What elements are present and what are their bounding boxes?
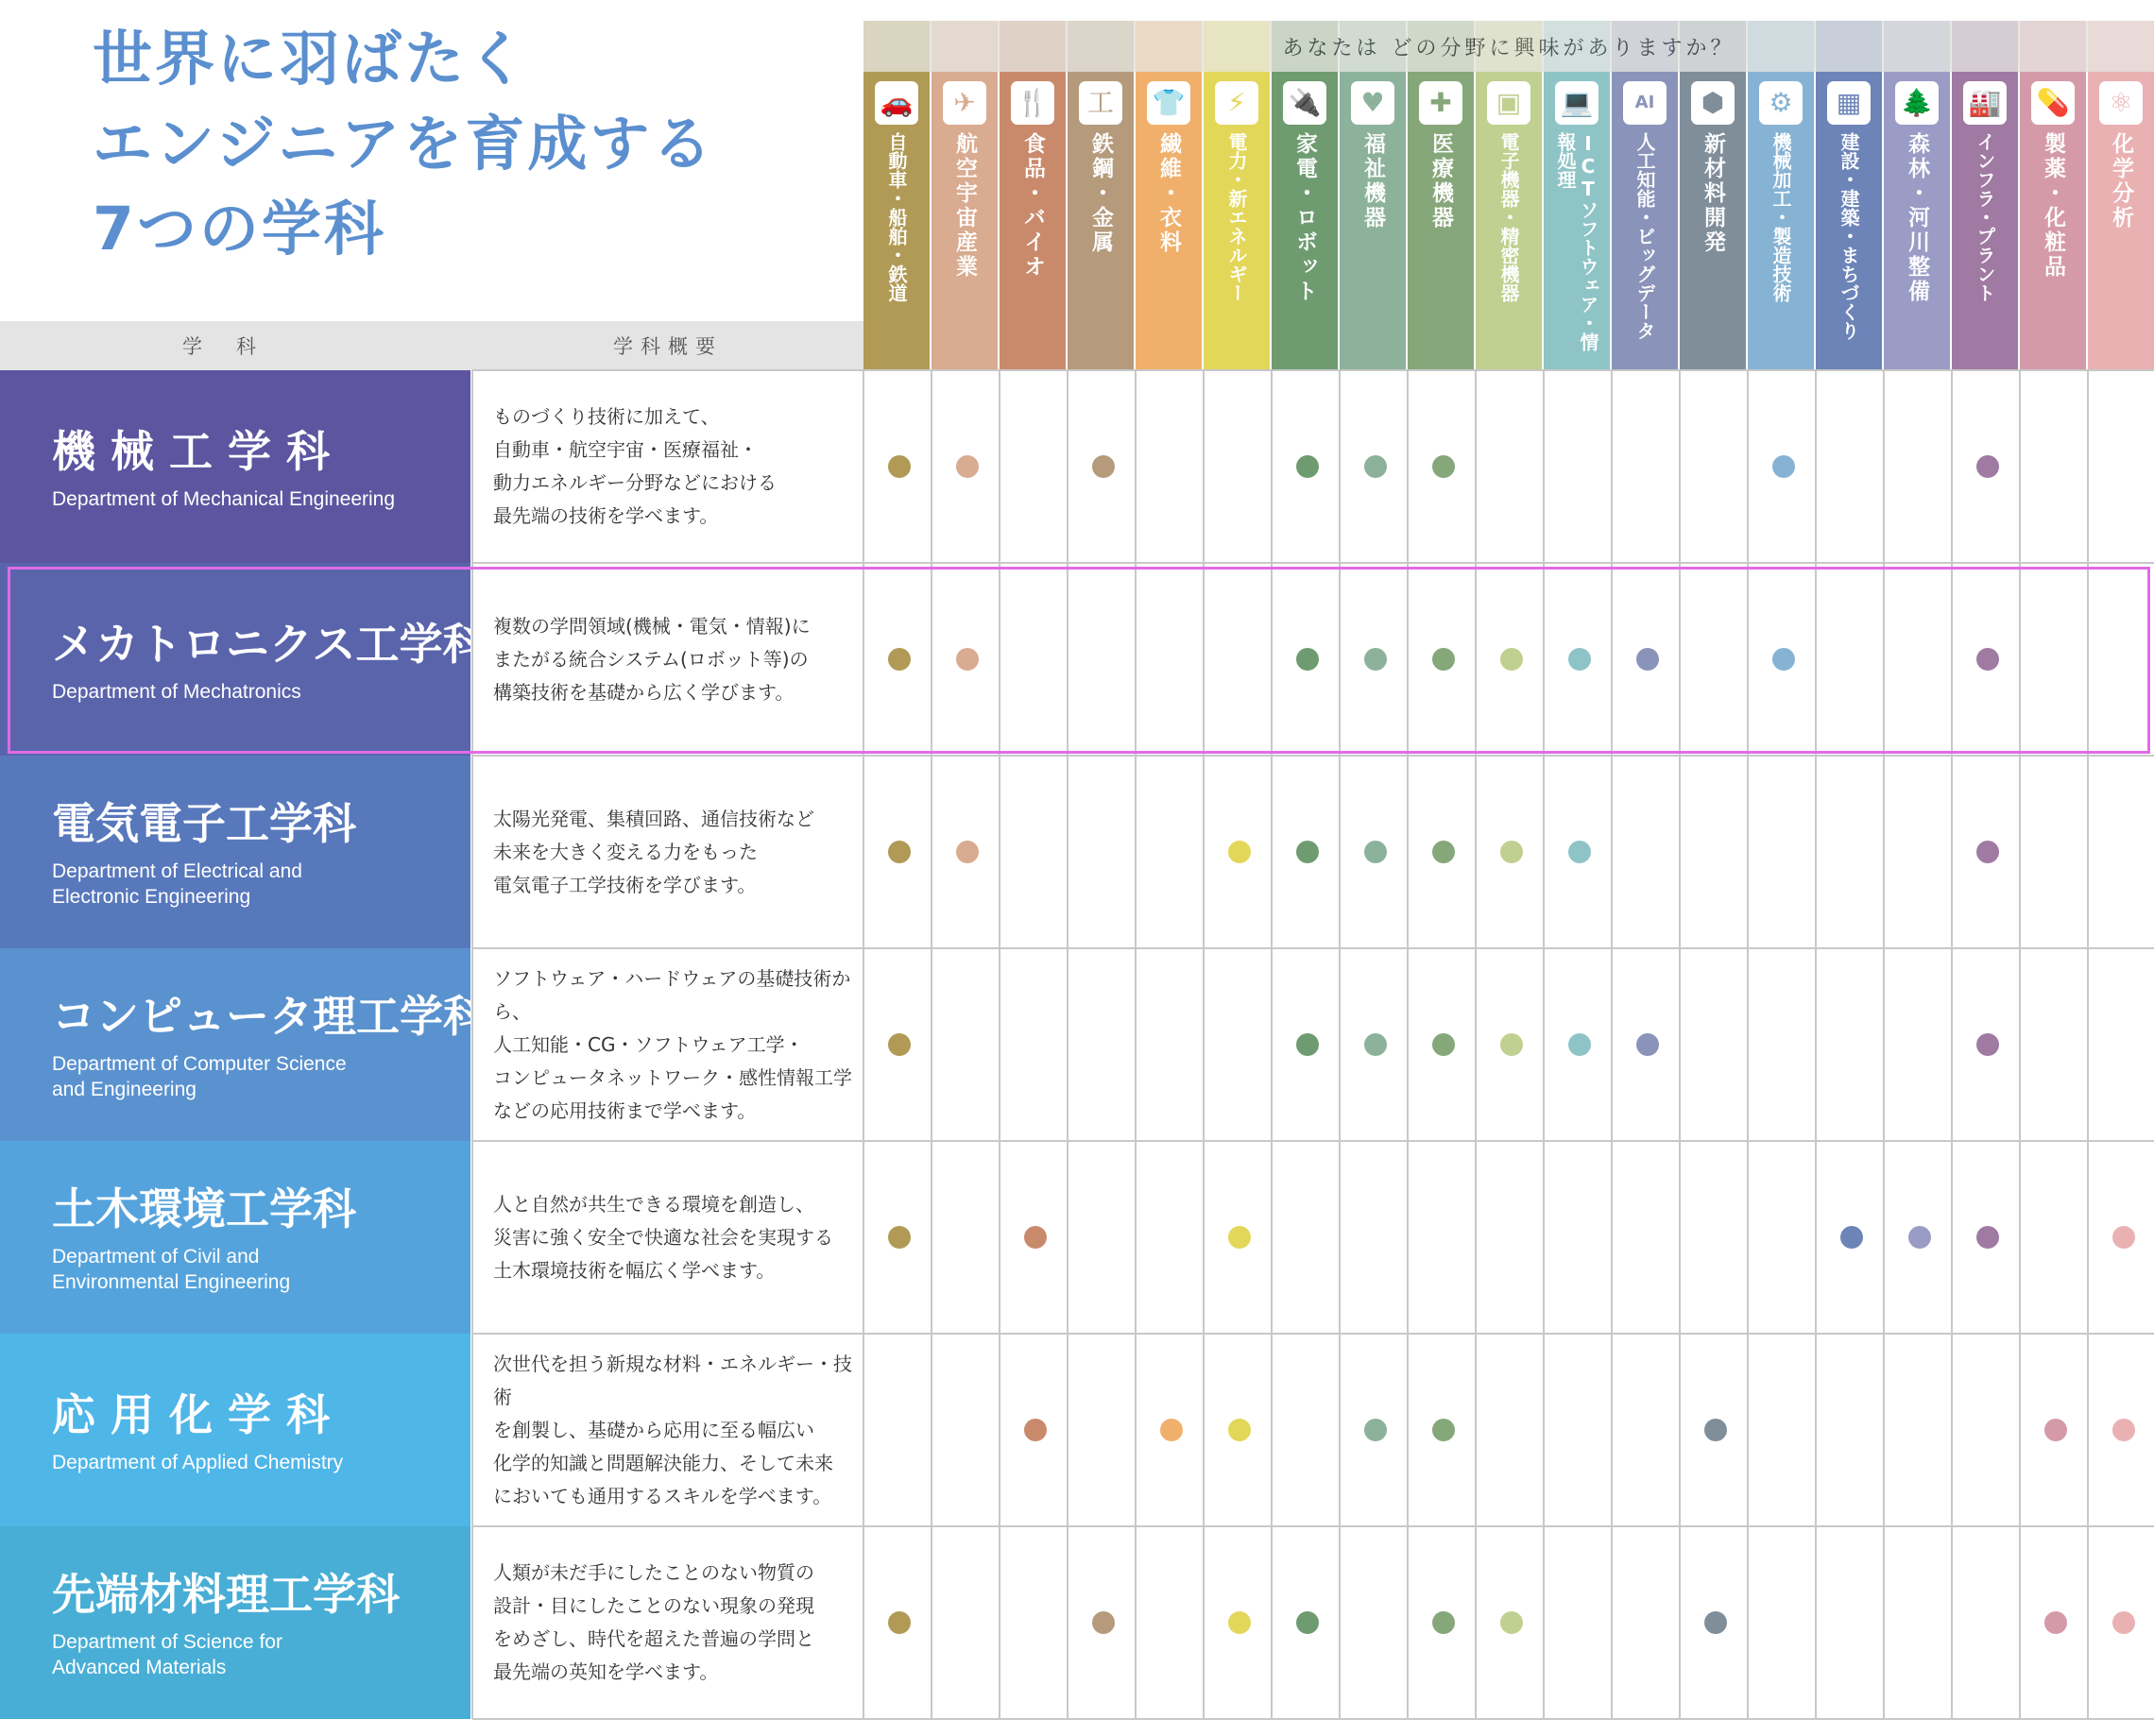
department-name-jp: メカトロニクス工学科	[52, 618, 487, 670]
match-dot	[1432, 455, 1455, 478]
match-dot	[888, 455, 911, 478]
field-label: 製薬・化粧品	[2041, 132, 2065, 280]
match-dot	[2112, 1419, 2135, 1441]
summary-line: 人と自然が共生できる環境を創造し、	[493, 1192, 814, 1216]
factory-icon: 🏭	[1963, 81, 2007, 125]
department-name-en	[52, 1244, 470, 1295]
match-dot	[1228, 1226, 1251, 1249]
field-label: 森林・河川整備	[1905, 132, 1929, 304]
department-name-en-line: Department of Civil and	[52, 1246, 260, 1268]
field-column[interactable]	[1544, 72, 1610, 370]
match-dot	[888, 1033, 911, 1056]
match-dot	[956, 648, 979, 671]
field-column[interactable]	[2020, 72, 2086, 370]
field-label: 建設・建築・まちづくり	[1838, 132, 1860, 340]
department-name-cell[interactable]	[0, 1334, 470, 1526]
match-dot	[1840, 1226, 1863, 1249]
field-top-tint	[1068, 21, 1134, 72]
summary-line: 人工知能・CG・ソフトウェア工学・	[493, 1032, 804, 1056]
match-dot	[2112, 1611, 2135, 1634]
department-name-en-line: and Engineering	[52, 1079, 197, 1100]
department-summary	[493, 756, 863, 948]
match-dot	[1500, 648, 1523, 671]
department-name-en-line: Advanced Materials	[52, 1657, 227, 1678]
field-top-tint	[1612, 21, 1678, 72]
match-dot	[1228, 1611, 1251, 1634]
match-dot	[1908, 1226, 1931, 1249]
match-dot	[1704, 1419, 1727, 1441]
title-line-1: 世界に羽ばたく	[93, 25, 529, 94]
field-top-tint	[2020, 21, 2086, 72]
match-dot	[1976, 841, 1999, 863]
capsule-icon: 💊	[2031, 81, 2075, 125]
summary-line: などの応用技術まで学べます。	[493, 1098, 757, 1122]
summary-line: 設計・目にしたことのない現象の発現	[493, 1594, 814, 1617]
field-label: 機械加工・製造技術	[1769, 132, 1792, 302]
match-dot	[1296, 841, 1319, 863]
match-dot	[1296, 455, 1319, 478]
department-name-en	[52, 1450, 470, 1475]
department-name-en-line: Department of Electrical and	[52, 860, 302, 882]
field-label: 食品・バイオ	[1020, 132, 1045, 280]
match-dot	[1364, 1033, 1387, 1056]
department-name-cell[interactable]	[0, 756, 470, 948]
match-dot	[1568, 841, 1591, 863]
department-summary	[493, 1526, 863, 1719]
summary-line: 化学的知識と問題解決能力、そして未来	[493, 1451, 833, 1474]
department-name-en-line: Department of Applied Chemistry	[52, 1451, 344, 1473]
gear-icon: ⚙	[1759, 81, 1803, 125]
field-label: 航空宇宙産業	[952, 132, 977, 280]
field-top-tint	[1204, 21, 1270, 72]
match-dot	[1432, 1611, 1455, 1634]
field-label: 自動車・船舶・鉄道	[885, 132, 908, 302]
steel-beam-icon: 工	[1079, 81, 1122, 125]
plug-icon: 🔌	[1283, 81, 1326, 125]
field-top-tint	[2088, 21, 2154, 72]
match-dot	[1024, 1419, 1047, 1441]
field-label: 鉄鋼・金属	[1088, 132, 1113, 255]
field-top-tint	[1408, 21, 1474, 72]
match-dot	[1432, 648, 1455, 671]
field-top-tint	[1272, 21, 1338, 72]
match-dot	[888, 1611, 911, 1634]
department-name-en	[52, 486, 470, 512]
department-column-header: 学科	[0, 321, 472, 370]
field-label: ICTソフトウェア・情報処理	[1554, 132, 1599, 351]
department-summary	[493, 1141, 863, 1334]
match-dot	[1636, 1033, 1659, 1056]
match-dot	[888, 648, 911, 671]
match-dot	[1976, 1033, 1999, 1056]
field-top-tint	[863, 21, 930, 72]
match-dot	[2112, 1226, 2135, 1249]
field-label: 人工知能・ビッグデータ	[1633, 132, 1656, 340]
summary-column-header: 学科概要	[472, 321, 863, 370]
department-name-cell[interactable]	[0, 1141, 470, 1334]
field-top-tint	[1476, 21, 1542, 72]
field-column[interactable]	[1612, 72, 1678, 370]
match-dot	[1364, 1419, 1387, 1441]
field-top-tint	[1340, 21, 1406, 72]
field-top-tint	[1952, 21, 2018, 72]
field-column[interactable]	[932, 72, 998, 370]
department-name-en	[52, 679, 470, 705]
interest-question-header: あなたは どの分野に興味がありますか？	[863, 21, 2154, 72]
car-icon: 🚗	[875, 81, 918, 125]
field-label: 電子機器・精密機器	[1497, 132, 1520, 302]
field-column[interactable]	[1816, 72, 1882, 370]
department-summary	[493, 948, 863, 1141]
department-name-en-line: Department of Science for	[52, 1631, 282, 1653]
match-dot	[1296, 648, 1319, 671]
department-name-cell[interactable]	[0, 563, 487, 756]
title-line-2: エンジニアを育成する	[93, 110, 715, 179]
department-name-jp: 土木環境工学科	[52, 1183, 356, 1234]
heart-icon: ♥	[1351, 81, 1394, 125]
match-dot	[1364, 455, 1387, 478]
field-column[interactable]	[1680, 72, 1746, 370]
summary-line: 動力エネルギー分野などにおける	[493, 471, 777, 494]
match-dot	[1296, 1611, 1319, 1634]
match-dot	[1772, 455, 1795, 478]
field-top-tint	[1680, 21, 1746, 72]
summary-line: 自動車・航空宇宙・医療福祉・	[493, 438, 758, 461]
summary-line: 電気電子工学技術を学びます。	[493, 873, 757, 896]
field-column[interactable]	[1272, 72, 1338, 370]
department-summary	[493, 563, 863, 756]
match-dot	[1296, 1033, 1319, 1056]
page-title	[93, 17, 848, 272]
field-top-tint	[932, 21, 998, 72]
match-dot	[1976, 648, 1999, 671]
field-label: インフラ・プラント	[1974, 132, 1996, 302]
department-name-jp: コンピュータ理工学科	[52, 991, 487, 1042]
department-name-jp: 先端材料理工学科	[52, 1569, 400, 1620]
summary-line: 構築技術を基礎から広く学びます。	[493, 680, 795, 704]
department-name-jp: 電気電子工学科	[52, 798, 356, 849]
department-summary	[493, 1334, 863, 1526]
field-label: 新材料開発	[1701, 132, 1725, 255]
field-column[interactable]	[1340, 72, 1406, 370]
match-dot	[1432, 841, 1455, 863]
field-label: 福祉機器	[1360, 132, 1385, 230]
summary-line: 最先端の英知を学べます。	[493, 1660, 719, 1683]
field-top-tint	[1884, 21, 1950, 72]
department-name-en-line: Department of Mechatronics	[52, 680, 301, 703]
department-name-cell[interactable]	[0, 948, 487, 1141]
match-dot	[1228, 1419, 1251, 1441]
field-column[interactable]	[1748, 72, 1814, 370]
match-dot	[956, 841, 979, 863]
medical-cross-icon: ✚	[1419, 81, 1462, 125]
summary-line: コンピュータネットワーク・感性情報工学	[493, 1065, 852, 1089]
match-dot	[1092, 1611, 1115, 1634]
field-label: 医療機器	[1428, 132, 1453, 230]
match-dot	[1500, 841, 1523, 863]
atom-icon: ⚛	[2099, 81, 2143, 125]
match-dot	[888, 1226, 911, 1249]
field-label: 繊維・衣料	[1156, 132, 1181, 255]
summary-line: ものづくり技術に加えて、	[493, 405, 720, 428]
title-line-3: 7つの学科	[93, 195, 386, 264]
field-top-tint	[1544, 21, 1610, 72]
summary-line: 未来を大きく変える力をもった	[493, 840, 758, 863]
department-name-en	[52, 1051, 470, 1102]
match-dot	[1432, 1033, 1455, 1056]
department-name-cell[interactable]	[0, 1526, 470, 1719]
field-column[interactable]	[1068, 72, 1134, 370]
chip-icon: ▣	[1487, 81, 1530, 125]
match-dot	[888, 841, 911, 863]
department-name-cell[interactable]	[0, 370, 470, 563]
field-column[interactable]	[1476, 72, 1542, 370]
molecule-icon: ⬢	[1691, 81, 1735, 125]
fork-knife-icon: 🍴	[1011, 81, 1054, 125]
ai-head-icon: AI	[1623, 81, 1667, 125]
computer-icon: 💻	[1555, 81, 1598, 125]
match-dot	[956, 455, 979, 478]
field-column[interactable]	[1408, 72, 1474, 370]
summary-line: 次世代を担う新規な材料・エネルギー・技術	[493, 1352, 852, 1408]
summary-line: においても通用するスキルを学べます。	[493, 1484, 832, 1507]
summary-line: 土木環境技術を幅広く学べます。	[493, 1258, 776, 1282]
department-name-en	[52, 1629, 470, 1680]
department-name-jp: 機 械 工 学 科	[52, 425, 331, 477]
summary-line: またがる統合システム(ロボット等)の	[493, 647, 809, 671]
match-dot	[2044, 1419, 2067, 1441]
field-column[interactable]	[1204, 72, 1270, 370]
field-top-tint	[1000, 21, 1066, 72]
match-dot	[2044, 1611, 2067, 1634]
department-name-jp: 応 用 化 学 科	[52, 1388, 331, 1440]
field-column[interactable]	[1000, 72, 1066, 370]
field-column[interactable]	[1136, 72, 1202, 370]
summary-line: 太陽光発電、集積回路、通信技術など	[493, 807, 814, 830]
match-dot	[1364, 841, 1387, 863]
match-dot	[1364, 648, 1387, 671]
summary-line: を創製し、基礎から応用に至る幅広い	[493, 1418, 814, 1441]
department-name-en-line: Environmental Engineering	[52, 1271, 291, 1293]
summary-line: 人類が未だ手にしたことのない物質の	[493, 1561, 814, 1584]
summary-line: ソフトウェア・ハードウェアの基礎技術から、	[493, 966, 851, 1023]
field-column[interactable]	[1952, 72, 2018, 370]
field-top-tint	[1816, 21, 1882, 72]
field-label: 家電・ロボット	[1292, 132, 1317, 304]
airplane-icon: ✈	[943, 81, 986, 125]
match-dot	[1568, 1033, 1591, 1056]
department-name-en	[52, 859, 470, 910]
summary-line: をめざし、時代を超えた普遍の学問と	[493, 1627, 814, 1650]
match-dot	[1500, 1611, 1523, 1634]
match-dot	[1772, 648, 1795, 671]
field-label: 化学分析	[2109, 132, 2133, 230]
shirt-icon: 👕	[1147, 81, 1190, 125]
department-summary	[493, 370, 863, 563]
summary-line: 複数の学問領域(機械・電気・情報)に	[493, 614, 811, 638]
match-dot	[1704, 1611, 1727, 1634]
match-dot	[1160, 1419, 1183, 1441]
match-dot	[1636, 648, 1659, 671]
match-dot	[1092, 455, 1115, 478]
summary-line: 最先端の技術を学べます。	[493, 504, 719, 527]
lightning-icon: ⚡	[1215, 81, 1258, 125]
field-top-tint	[1748, 21, 1814, 72]
department-name-en-line: Department of Mechanical Engineering	[52, 487, 396, 510]
tree-icon: 🌲	[1895, 81, 1939, 125]
summary-line: 災害に強く安全で快適な社会を実現する	[493, 1225, 833, 1249]
match-dot	[1024, 1226, 1047, 1249]
field-column[interactable]	[1884, 72, 1950, 370]
match-dot	[1500, 1033, 1523, 1056]
department-name-en-line: Department of Computer Science	[52, 1053, 347, 1075]
match-dot	[1568, 648, 1591, 671]
department-name-en-line: Electronic Engineering	[52, 886, 251, 908]
field-column[interactable]	[2088, 72, 2154, 370]
field-column[interactable]	[863, 72, 930, 370]
match-dot	[1228, 841, 1251, 863]
match-dot	[1432, 1419, 1455, 1441]
building-icon: ▦	[1827, 81, 1871, 125]
match-dot	[1976, 455, 1999, 478]
field-top-tint	[1136, 21, 1202, 72]
match-dot	[1976, 1226, 1999, 1249]
field-label: 電力・新エネルギー	[1225, 132, 1248, 302]
